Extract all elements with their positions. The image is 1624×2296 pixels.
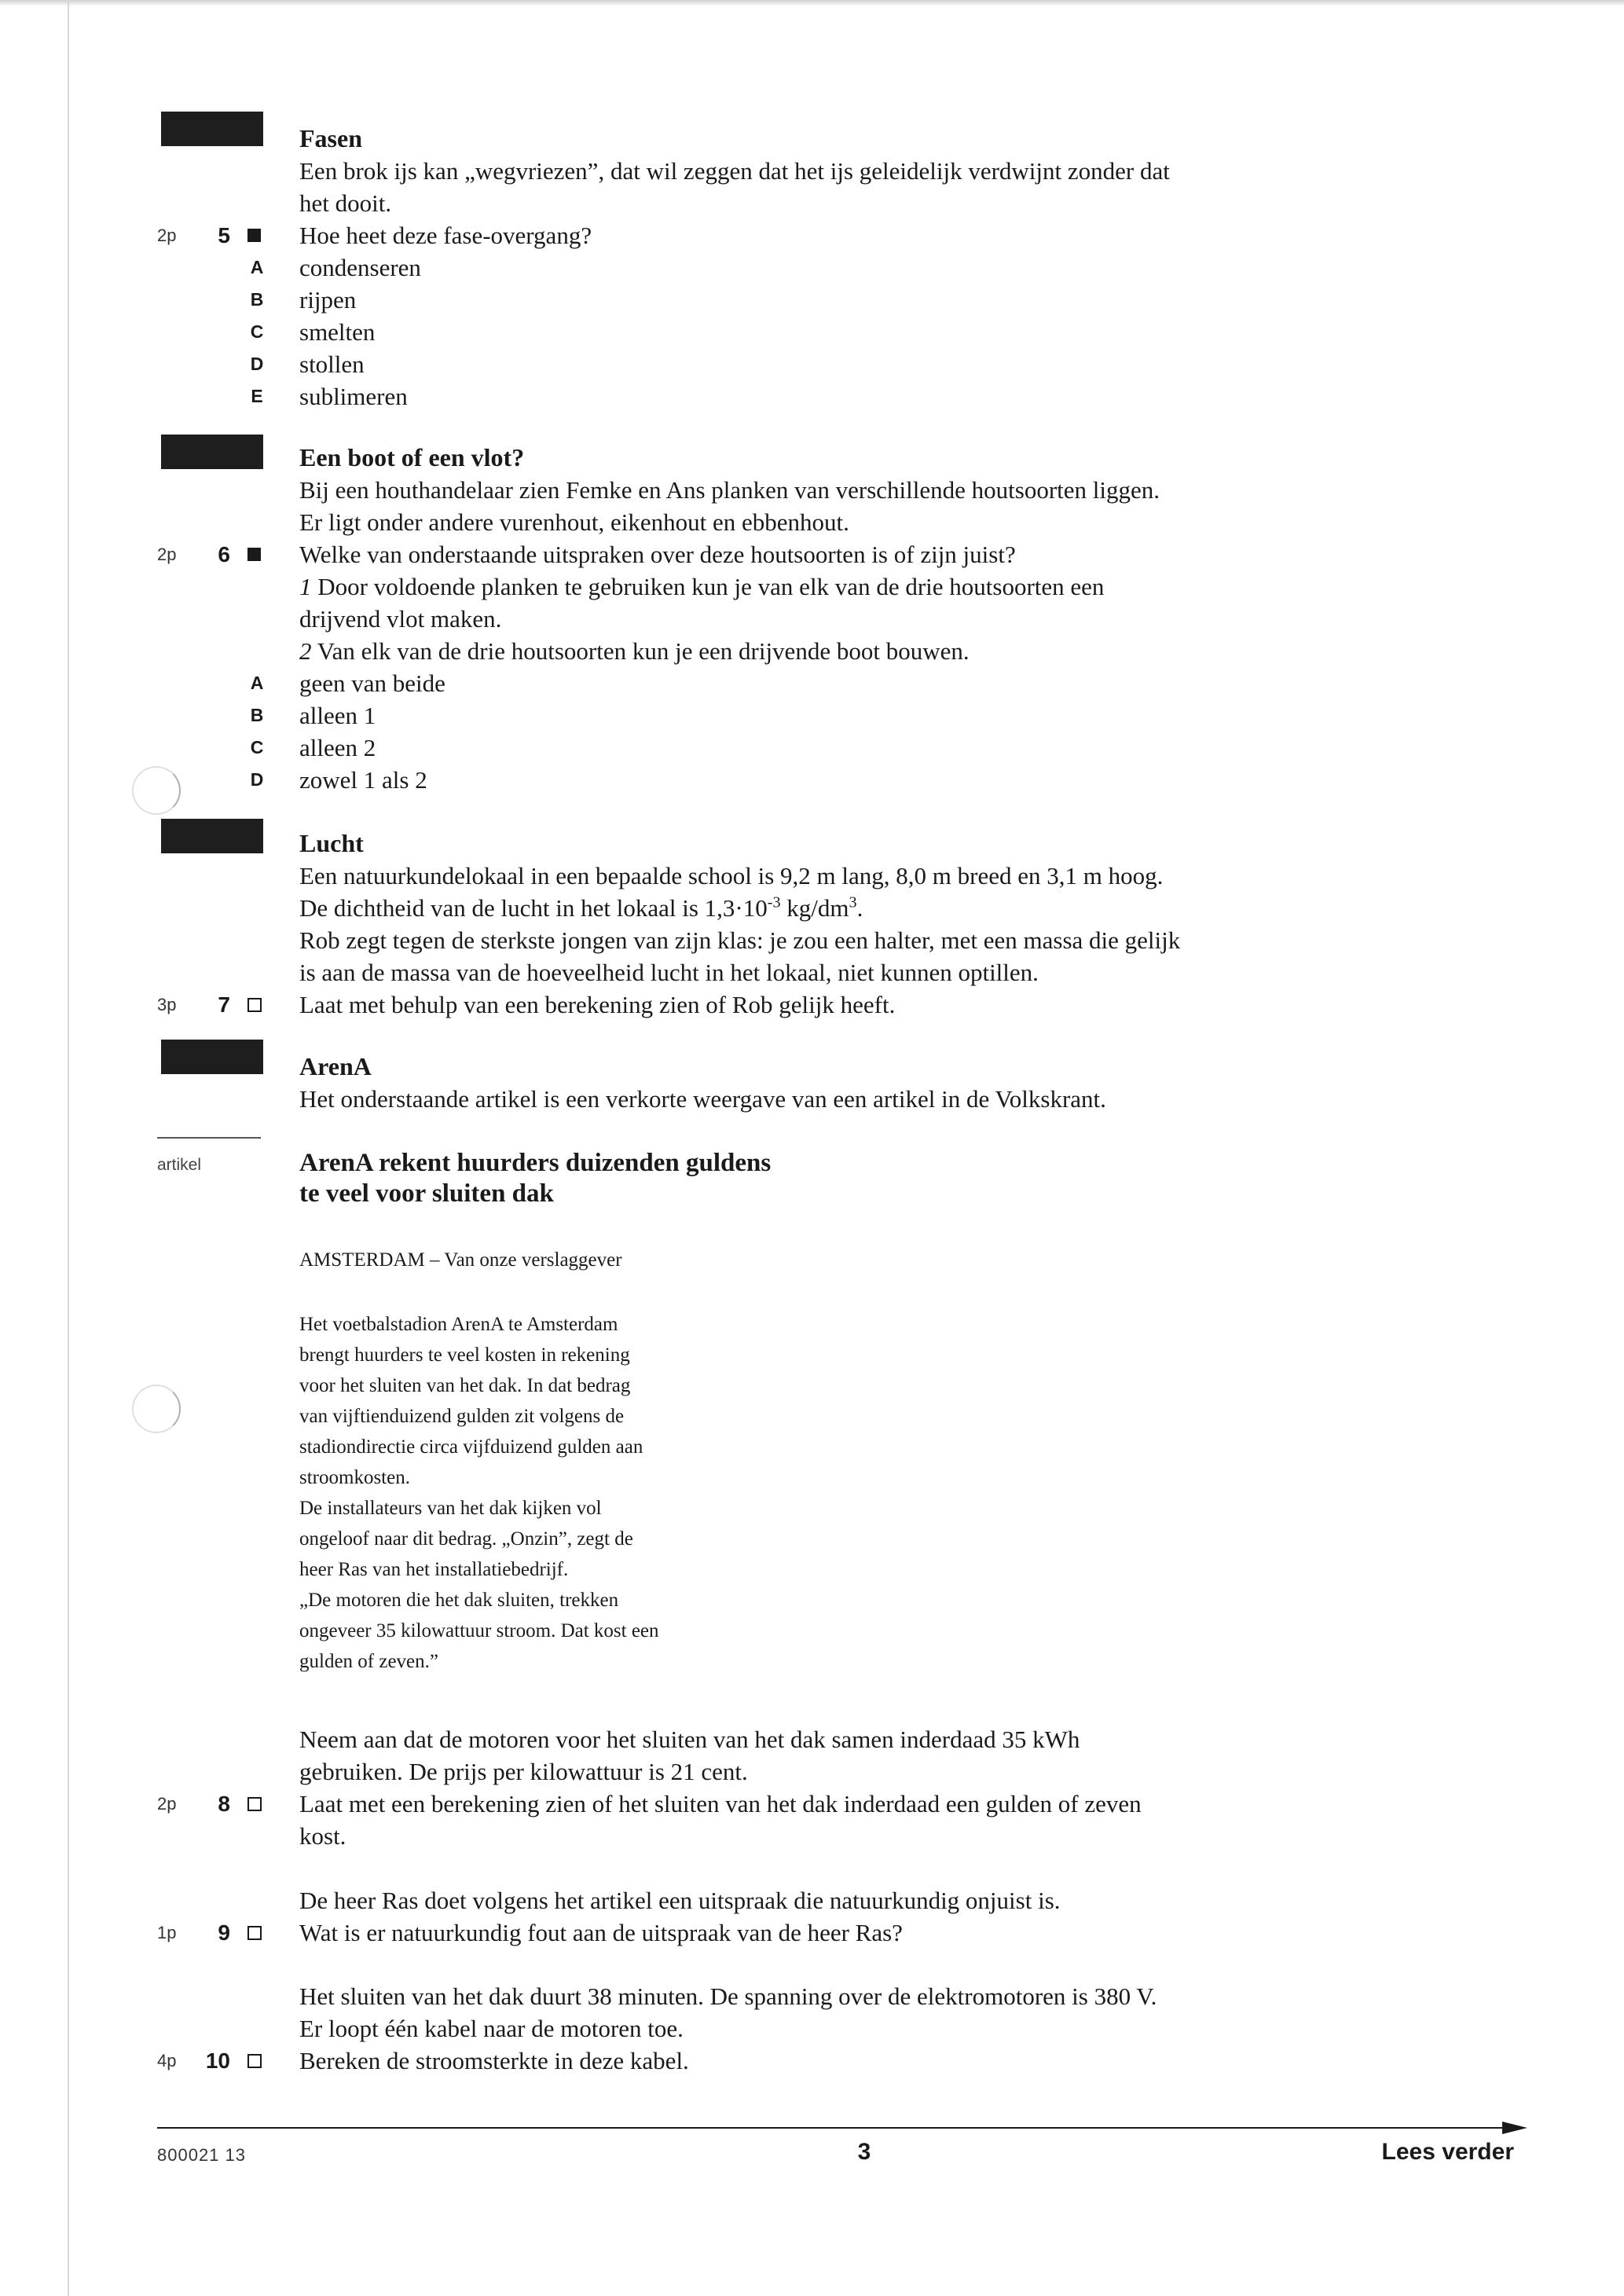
article-body-line: voor het sluiten van het dak. In dat bedrag <box>299 1375 631 1396</box>
intro-line: Er ligt onder andere vurenhout, eikenhout en ebbenhout. <box>299 508 849 536</box>
question-points: 2p <box>157 226 177 245</box>
intro-line: Het sluiten van het dak duurt 38 minuten. De spanning over de elektromotoren is 380 V. <box>299 1982 1157 2010</box>
section-title-fasen: Fasen <box>299 124 362 152</box>
statement-text: Van elk van de drie houtsoorten kun je een drijvende boot bouwen. <box>317 637 970 665</box>
question-text: kost. <box>299 1822 346 1850</box>
article-title: te veel voor sluiten dak <box>299 1179 554 1208</box>
option-letter: A <box>250 257 264 277</box>
question-points: 4p <box>157 2051 177 2070</box>
intro-line: Er loopt één kabel naar de motoren toe. <box>299 2015 684 2042</box>
question-number: 9 <box>218 1920 230 1945</box>
question-text: Laat met behulp van een berekening zien of Rob gelijk heeft. <box>299 991 896 1018</box>
article-body-line: „De motoren die het dak sluiten, trekken <box>299 1590 619 1611</box>
section-marker-block <box>161 112 263 146</box>
option-letter: C <box>250 321 264 342</box>
option-letter: D <box>250 354 264 374</box>
option-letter: A <box>250 673 264 693</box>
statement-1 <box>299 570 1104 603</box>
open-question-marker-icon <box>247 998 262 1012</box>
section-marker-block <box>161 819 263 853</box>
option-letter: E <box>251 386 263 406</box>
article-rule <box>157 1137 261 1139</box>
question-text: Hoe heet deze fase-overgang? <box>299 222 592 249</box>
section-title-lucht: Lucht <box>299 829 364 857</box>
density-unit-exponent: 3 <box>849 893 857 911</box>
arrow-right-icon <box>1502 2122 1527 2134</box>
statement-text: drijvend vlot maken. <box>299 605 502 633</box>
open-question-marker-icon <box>247 1926 262 1940</box>
question-text: Bereken de stroomsterkte in deze kabel. <box>299 2047 689 2074</box>
section-marker-block <box>161 435 263 469</box>
option-text: stollen <box>299 350 365 378</box>
option-letter: B <box>250 289 264 310</box>
question-number: 6 <box>218 542 230 567</box>
punch-hole-mark <box>132 766 181 815</box>
statement-text: Door voldoende planken te gebruiken kun je van elk van de drie houtsoorten een <box>317 573 1105 600</box>
continue-label: Lees verder <box>1381 2139 1514 2165</box>
intro-line: is aan de massa van de hoeveelheid lucht in het lokaal, niet kunnen optillen. <box>299 959 1039 986</box>
intro-line: het dooit. <box>299 189 392 217</box>
intro-line: gebruiken. De prijs per kilowattuur is 21 cent. <box>299 1758 748 1785</box>
article-body-line: van vijftienduizend gulden zit volgens de <box>299 1406 625 1427</box>
question-number: 10 <box>205 2048 230 2073</box>
section-marker-block <box>161 1040 263 1074</box>
question-number: 8 <box>218 1792 230 1816</box>
statement-number: 1 <box>299 573 312 600</box>
intro-line: Een brok ijs kan „wegvriezen”, dat wil zeggen dat het ijs geleidelijk verdwijnt zonder dat <box>299 157 1170 185</box>
article-body-line: gulden of zeven.” <box>299 1651 439 1672</box>
statement-number: 2 <box>299 637 312 665</box>
multiple-choice-marker-icon <box>247 548 261 561</box>
option-text: zowel 1 als 2 <box>299 766 427 794</box>
question-text: Wat is er natuurkundig fout aan de uitspraak van de heer Ras? <box>299 1919 903 1946</box>
page-number: 3 <box>857 2139 871 2165</box>
option-letter: C <box>250 737 264 757</box>
question-points: 2p <box>157 545 177 564</box>
intro-line: De heer Ras doet volgens het artikel een uitspraak die natuurkundig onjuist is. <box>299 1887 1061 1914</box>
intro-line: Bij een houthandelaar zien Femke en Ans planken van verschillende houtsoorten liggen. <box>299 476 1160 504</box>
intro-line-density <box>299 892 863 924</box>
scan-edge-left <box>68 0 69 2296</box>
intro-line: Rob zegt tegen de sterkste jongen van zijn klas: je zou een halter, met een massa die gelijk <box>299 926 1181 954</box>
density-unit: kg/dm <box>780 894 849 922</box>
section-title-boot: Een boot of een vlot? <box>299 443 525 471</box>
scan-edge-top <box>0 0 1624 6</box>
option-text: smelten <box>299 318 376 346</box>
exam-code: 800021 13 <box>157 2145 246 2165</box>
footer-rule <box>157 2127 1509 2129</box>
article-body-line: ongeloof naar dit bedrag. „Onzin”, zegt de <box>299 1528 633 1550</box>
article-title: ArenA rekent huurders duizenden guldens <box>299 1149 772 1177</box>
intro-line: Het onderstaande artikel is een verkorte weergave van een artikel in de Volkskrant. <box>299 1085 1106 1113</box>
statement-2 <box>299 635 970 667</box>
article-body-line: stadiondirectie circa vijfduizend gulden aan <box>299 1436 643 1458</box>
question-points: 2p <box>157 1794 177 1814</box>
option-text: rijpen <box>299 286 357 314</box>
option-text: alleen 1 <box>299 702 376 729</box>
article-body-line: De installateurs van het dak kijken vol <box>299 1498 602 1519</box>
open-question-marker-icon <box>247 2054 262 2068</box>
question-text: Welke van onderstaande uitspraken over deze houtsoorten is of zijn juist? <box>299 541 1016 568</box>
option-text: sublimeren <box>299 383 408 410</box>
section-title-arena: ArenA <box>299 1052 372 1080</box>
intro-line: Een natuurkundelokaal in een bepaalde school is 9,2 m lang, 8,0 m breed en 3,1 m hoog. <box>299 862 1164 889</box>
article-label: artikel <box>157 1156 202 1174</box>
option-text: geen van beide <box>299 669 445 697</box>
article-body-line: Het voetbalstadion ArenA te Amsterdam <box>299 1314 618 1335</box>
question-points: 3p <box>157 995 177 1014</box>
option-text: condenseren <box>299 254 421 281</box>
question-points: 1p <box>157 1923 177 1942</box>
density-exponent: -3 <box>767 893 781 911</box>
question-text: Laat met een berekening zien of het sluiten van het dak inderdaad een gulden of zeven <box>299 1790 1142 1817</box>
multiple-choice-marker-icon <box>247 229 261 242</box>
intro-line: Neem aan dat de motoren voor het sluiten van het dak samen inderdaad 35 kWh <box>299 1726 1080 1753</box>
article-body-line: stroomkosten. <box>299 1467 410 1488</box>
punch-hole-mark <box>132 1385 181 1433</box>
question-number: 5 <box>218 223 230 248</box>
article-body-line: ongeveer 35 kilowattuur stroom. Dat kost een <box>299 1620 659 1641</box>
article-body-line: heer Ras van het installatiebedrijf. <box>299 1559 569 1580</box>
open-question-marker-icon <box>247 1797 262 1811</box>
article-byline: AMSTERDAM – Van onze verslaggever <box>299 1249 622 1271</box>
density-text: De dichtheid van de lucht in het lokaal is 1,3·10 <box>299 894 768 922</box>
option-letter: D <box>250 769 264 790</box>
option-text: alleen 2 <box>299 734 376 761</box>
article-body-line: brengt huurders te veel kosten in rekening <box>299 1344 630 1366</box>
density-end: . <box>856 894 863 922</box>
option-letter: B <box>250 705 264 725</box>
question-number: 7 <box>218 992 230 1017</box>
